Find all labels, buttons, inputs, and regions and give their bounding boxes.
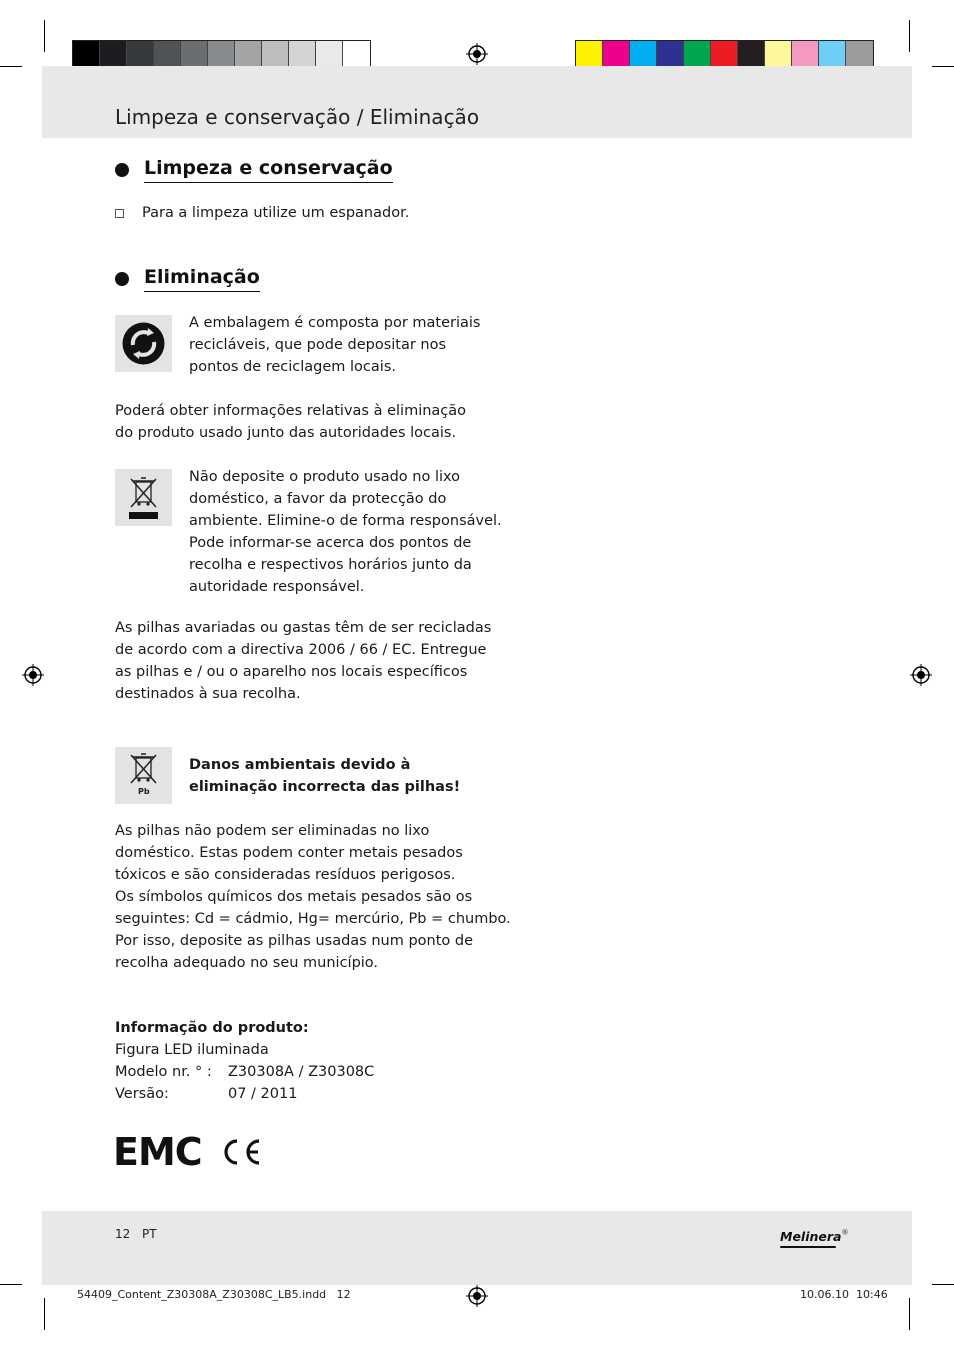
registration-mark-icon xyxy=(22,664,44,686)
text-line: eliminação incorrecta das pilhas! xyxy=(189,779,461,795)
color-swatch xyxy=(576,41,603,68)
text-line: Por isso, deposite as pilhas usadas num ponto de xyxy=(115,933,473,949)
recycling-icon xyxy=(115,315,172,372)
text-line: Poderá obter informações relativas à eliminação xyxy=(115,403,467,419)
text-line: seguintes: Cd = cádmio, Hg= mercúrio, Pb = chumbo. xyxy=(115,911,511,927)
text-line: de acordo com a directiva 2006 / 66 / EC. Entregue xyxy=(115,642,487,658)
color-swatch xyxy=(792,41,819,68)
color-swatch xyxy=(235,41,262,68)
warning-text xyxy=(189,754,460,798)
text-line: Danos ambientais devido à xyxy=(189,757,411,773)
color-swatch xyxy=(738,41,765,68)
ce-mark-icon xyxy=(220,1138,262,1166)
info-text xyxy=(115,400,466,444)
section-heading-cleaning xyxy=(115,157,393,183)
product-name: Figura LED iluminada xyxy=(115,1042,269,1058)
cleaning-list-item xyxy=(115,202,409,224)
model-value: Z30308A / Z30308C xyxy=(228,1064,375,1080)
text-line: recicláveis, que pode depositar nos xyxy=(189,337,447,353)
text-line: pontos de reciclagem locais. xyxy=(189,359,396,375)
crop-mark xyxy=(0,66,22,67)
heavy-metals-text xyxy=(115,820,511,974)
text-line: tóxicos e são consideradas resíduos perigosos. xyxy=(115,867,456,883)
section-heading-text: Limpeza e conservação xyxy=(144,157,393,183)
color-swatch xyxy=(181,41,208,68)
crop-mark xyxy=(909,1298,910,1330)
color-swatch xyxy=(316,41,343,68)
color-swatch xyxy=(100,41,127,68)
crop-mark xyxy=(44,1298,45,1330)
text-line: Os símbolos químicos dos metais pesados são os xyxy=(115,889,473,905)
color-swatch xyxy=(630,41,657,68)
section-heading-disposal xyxy=(115,266,260,292)
text-line: doméstico, a favor da protecção do xyxy=(189,491,447,507)
file-name: 54409_Content_Z30308A_Z30308C_LB5.indd 12 xyxy=(77,1288,351,1301)
battery-text xyxy=(115,617,491,705)
color-swatch xyxy=(154,41,181,68)
emc-mark: EMC xyxy=(113,1130,202,1174)
color-swatch xyxy=(711,41,738,68)
brand-swoosh xyxy=(780,1246,836,1248)
color-swatch xyxy=(262,41,289,68)
color-swatch xyxy=(657,41,684,68)
print-date: 10.06.10 xyxy=(800,1288,849,1301)
registration-mark-icon xyxy=(466,1285,488,1307)
print-time: 10:46 xyxy=(856,1288,888,1301)
crop-mark xyxy=(932,66,954,67)
crop-mark xyxy=(0,1284,22,1285)
crop-mark xyxy=(932,1284,954,1285)
color-swatch xyxy=(127,41,154,68)
recycle-text xyxy=(189,312,480,378)
color-swatch xyxy=(343,41,370,68)
crossed-bin-pb-icon xyxy=(115,747,172,804)
registered-mark: ® xyxy=(841,1228,849,1237)
text-line: recolha adequado no seu município. xyxy=(115,955,379,971)
color-swatch xyxy=(684,41,711,68)
crop-mark xyxy=(909,20,910,52)
brand-name: Melinera xyxy=(780,1229,842,1244)
color-swatch xyxy=(765,41,792,68)
section-heading-text: Eliminação xyxy=(144,266,260,292)
registration-mark-icon xyxy=(466,43,488,65)
model-label: Modelo nr. ° : xyxy=(115,1064,212,1080)
version-value: 07 / 2011 xyxy=(228,1086,298,1102)
footer-band xyxy=(42,1211,912,1285)
version-label: Versão: xyxy=(115,1086,169,1102)
product-info-heading: Informação do produto: xyxy=(115,1020,309,1036)
checkbox-bullet-icon xyxy=(115,209,124,218)
grayscale-swatch-bar xyxy=(72,40,371,69)
registration-mark-icon xyxy=(910,664,932,686)
bullet-icon xyxy=(115,163,129,177)
text-line: recolha e respectivos horários junto da xyxy=(189,557,472,573)
color-swatch xyxy=(208,41,235,68)
color-swatch xyxy=(846,41,873,68)
page-number: 12 xyxy=(115,1227,131,1241)
bullet-icon xyxy=(115,272,129,286)
pb-label: Pb xyxy=(138,787,150,796)
text-line: Pode informar-se acerca dos pontos de xyxy=(189,535,472,551)
text-line: As pilhas avariadas ou gastas têm de ser recicladas xyxy=(115,620,492,636)
cleaning-item-text: Para a limpeza utilize um espanador. xyxy=(142,205,410,221)
color-swatch xyxy=(289,41,316,68)
crop-mark xyxy=(44,20,45,52)
text-line: destinados à sua recolha. xyxy=(115,686,301,702)
text-line: A embalagem é composta por materiais xyxy=(189,315,481,331)
color-swatch xyxy=(819,41,846,68)
brand-logo xyxy=(780,1226,848,1248)
color-swatch-bar xyxy=(575,40,874,69)
color-swatch xyxy=(73,41,100,68)
text-line: autoridade responsável. xyxy=(189,579,365,595)
text-line: Não deposite o produto usado no lixo xyxy=(189,469,461,485)
text-line: As pilhas não podem ser eliminadas no lixo xyxy=(115,823,430,839)
language-code: PT xyxy=(142,1227,157,1241)
weee-text xyxy=(189,466,502,598)
crossed-bin-icon xyxy=(115,469,172,526)
text-line: do produto usado junto das autoridades locais. xyxy=(115,425,457,441)
page-title: Limpeza e conservação / Eliminação xyxy=(115,105,480,129)
text-line: ambiente. Elimine-o de forma responsável. xyxy=(189,513,502,529)
text-line: as pilhas e / ou o aparelho nos locais específicos xyxy=(115,664,468,680)
color-swatch xyxy=(603,41,630,68)
text-line: doméstico. Estas podem conter metais pesados xyxy=(115,845,463,861)
